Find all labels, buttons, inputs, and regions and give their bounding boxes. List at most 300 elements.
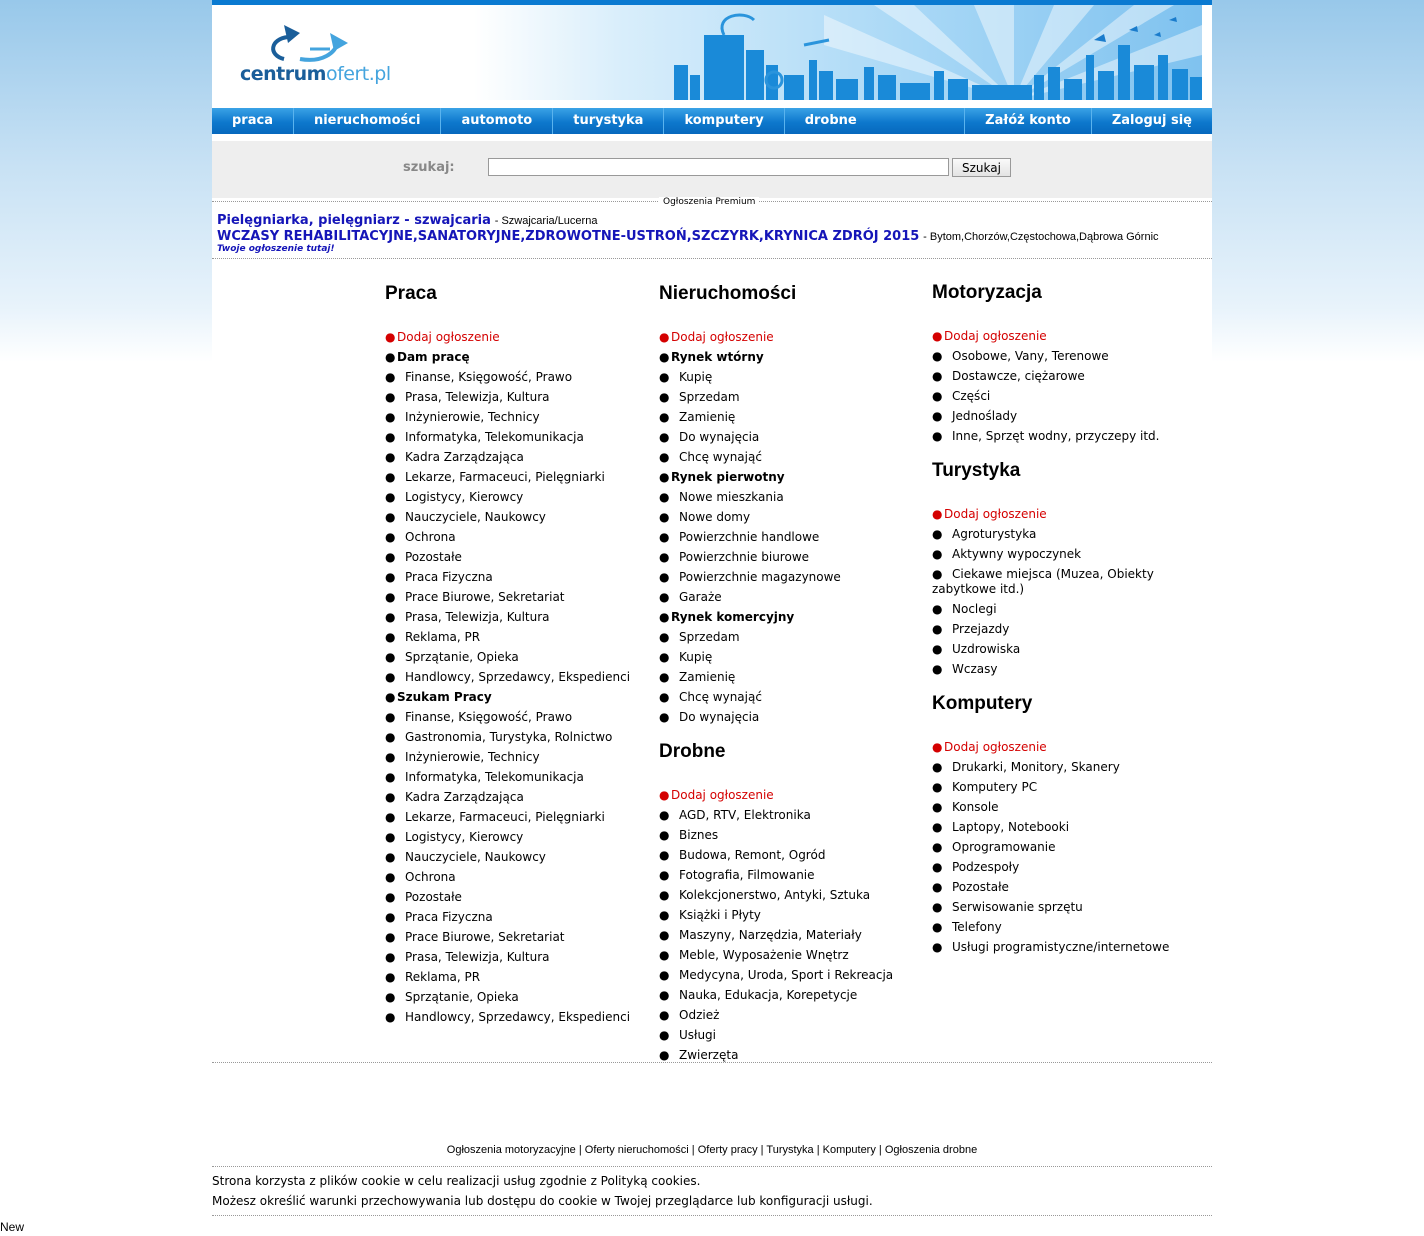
category-link-label[interactable]: Ochrona — [405, 870, 456, 884]
category-link-label[interactable]: Usługi programistyczne/internetowe — [952, 940, 1170, 954]
add-listing-link[interactable] — [932, 504, 1192, 524]
category-link-label[interactable]: Sprzedam — [679, 630, 740, 644]
footer-link[interactable]: Oferty nieruchomości — [584, 1144, 689, 1156]
category-link[interactable] — [932, 366, 1192, 386]
category-link-label[interactable]: Garaże — [679, 590, 722, 604]
bullet-icon: ● — [932, 527, 943, 541]
category-link-label[interactable]: Komputery PC — [952, 780, 1038, 794]
search-input[interactable] — [488, 158, 949, 176]
category-list-turystyka — [932, 504, 1192, 679]
category-link[interactable] — [932, 857, 1192, 877]
category-link[interactable] — [659, 825, 919, 845]
category-link[interactable] — [932, 917, 1192, 937]
category-link-label[interactable]: Przejazdy — [952, 622, 1010, 636]
category-link-label[interactable]: Uzdrowiska — [952, 642, 1021, 656]
category-link-label[interactable]: Dostawcze, ciężarowe — [952, 369, 1085, 383]
bullet-icon: ● — [659, 670, 670, 684]
category-link-label[interactable]: Prace Biurowe, Sekretariat — [405, 590, 565, 604]
category-link-label[interactable]: Budowa, Remont, Ogród — [679, 848, 826, 862]
category-list-drobne — [659, 785, 919, 1065]
category-link[interactable] — [385, 507, 645, 527]
category-link-label[interactable]: Maszyny, Narzędzia, Materiały — [679, 928, 862, 942]
bullet-icon: ● — [385, 870, 396, 884]
category-link-label[interactable]: Prasa, Telewizja, Kultura — [405, 610, 550, 624]
category-link-label[interactable]: Chcę wynająć — [679, 690, 762, 704]
bullet-icon: ● — [385, 330, 396, 344]
category-link-label[interactable]: Zamienię — [679, 410, 736, 424]
category-link[interactable] — [932, 797, 1192, 817]
category-link[interactable] — [932, 406, 1192, 426]
bullet-icon: ● — [385, 890, 396, 904]
bullet-icon: ● — [932, 900, 943, 914]
category-link-label[interactable]: Kolekcjonerstwo, Antyki, Sztuka — [679, 888, 871, 902]
bullet-icon: ● — [659, 650, 670, 664]
category-list-nieruchomosci — [659, 327, 919, 727]
category-link[interactable] — [659, 387, 919, 407]
category-link-label[interactable]: Finanse, Księgowość, Prawo — [405, 370, 573, 384]
add-listing-link[interactable] — [385, 327, 645, 347]
category-link-label[interactable]: Serwisowanie sprzętu — [952, 900, 1083, 914]
category-link-label[interactable]: Aktywny wypoczynek — [952, 547, 1082, 561]
bullet-icon: ● — [385, 1010, 396, 1024]
bullet-icon: ● — [659, 710, 670, 724]
section-title-komputery[interactable]: Komputery — [932, 693, 1033, 714]
category-group-label[interactable]: Rynek komercyjny — [671, 610, 795, 624]
category-link[interactable] — [385, 447, 645, 467]
bullet-icon: ● — [659, 808, 670, 822]
category-link-label[interactable]: Zwierzęta — [679, 1048, 739, 1062]
category-link[interactable] — [932, 937, 1192, 957]
category-link-label[interactable]: Prasa, Telewizja, Kultura — [405, 390, 550, 404]
category-link[interactable] — [659, 507, 919, 527]
category-link[interactable] — [385, 567, 645, 587]
category-link[interactable] — [932, 544, 1192, 564]
category-link[interactable] — [385, 467, 645, 487]
category-link-label[interactable]: Praca Fizyczna — [405, 910, 493, 924]
category-link-label[interactable]: Odzież — [679, 1008, 720, 1022]
category-link[interactable] — [659, 627, 919, 647]
category-link-label[interactable]: Prasa, Telewizja, Kultura — [405, 950, 550, 964]
category-link-label[interactable]: Inżynierowie, Technicy — [405, 410, 540, 424]
category-link[interactable] — [385, 647, 645, 667]
add-listing-link[interactable] — [659, 785, 919, 805]
bullet-icon: ● — [932, 389, 943, 403]
category-list-praca — [385, 327, 645, 1027]
category-link[interactable] — [659, 945, 919, 965]
category-link-label[interactable]: Prace Biurowe, Sekretariat — [405, 930, 565, 944]
bullet-icon: ● — [385, 690, 396, 704]
category-link[interactable] — [659, 407, 919, 427]
category-link[interactable] — [659, 567, 919, 587]
category-link[interactable] — [659, 985, 919, 1005]
category-link[interactable] — [385, 867, 645, 887]
category-link-label[interactable]: Do wynajęcia — [679, 430, 760, 444]
category-link-label[interactable]: Pozostałe — [405, 550, 462, 564]
category-link-label[interactable]: Pozostałe — [952, 880, 1009, 894]
footer-links — [212, 1144, 1212, 1156]
category-link[interactable] — [932, 619, 1192, 639]
category-group-label[interactable]: Dam pracę — [397, 350, 470, 364]
status-text: New — [0, 1220, 25, 1234]
category-link-label[interactable]: Usługi — [679, 1028, 717, 1042]
category-link-label[interactable]: Jednoślady — [952, 409, 1018, 423]
category-link-label[interactable]: Handlowcy, Sprzedawcy, Ekspedienci — [405, 670, 631, 684]
category-link[interactable] — [659, 925, 919, 945]
category-link-label[interactable]: Kadra Zarządzająca — [405, 790, 524, 804]
category-link[interactable] — [385, 987, 645, 1007]
category-link[interactable] — [659, 865, 919, 885]
bullet-icon: ● — [932, 860, 943, 874]
category-link-label[interactable]: Ochrona — [405, 530, 456, 544]
bullet-icon: ● — [932, 740, 943, 754]
footer-separator: | — [813, 1144, 823, 1156]
category-link[interactable] — [932, 877, 1192, 897]
category-link-label[interactable]: Gastronomia, Turystyka, Rolnictwo — [405, 730, 613, 744]
add-listing-link[interactable] — [932, 326, 1192, 346]
category-link-label[interactable]: Logistycy, Kierowcy — [405, 830, 524, 844]
category-link[interactable] — [659, 487, 919, 507]
category-link-label[interactable]: Inżynierowie, Technicy — [405, 750, 540, 764]
category-link[interactable] — [659, 587, 919, 607]
nav-komputery[interactable]: komputery — [664, 108, 784, 134]
category-link[interactable] — [385, 767, 645, 787]
category-link[interactable] — [385, 827, 645, 847]
bullet-icon: ● — [659, 450, 670, 464]
category-link[interactable] — [932, 346, 1192, 366]
bullet-icon: ● — [932, 820, 943, 834]
category-link-label[interactable]: Praca Fizyczna — [405, 570, 493, 584]
premium-ads — [212, 197, 1212, 259]
category-link-label[interactable]: Nauka, Edukacja, Korepetycje — [679, 988, 858, 1002]
category-link[interactable] — [659, 547, 919, 567]
category-link[interactable] — [659, 965, 919, 985]
category-list-komputery — [932, 737, 1192, 957]
section-title-nieruchomosci[interactable]: Nieruchomości — [659, 283, 797, 304]
section-title-turystyka[interactable]: Turystyka — [932, 460, 1021, 481]
category-link[interactable] — [385, 387, 645, 407]
category-link-label[interactable]: Reklama, PR — [405, 630, 481, 644]
category-link-label[interactable]: Finanse, Księgowość, Prawo — [405, 710, 573, 724]
category-link[interactable] — [385, 727, 645, 747]
category-group[interactable] — [385, 347, 645, 367]
category-link[interactable] — [385, 887, 645, 907]
category-link-label[interactable]: Powierzchnie handlowe — [679, 530, 820, 544]
category-group[interactable] — [659, 607, 919, 627]
category-link-label[interactable]: Agroturystyka — [952, 527, 1037, 541]
category-link-label[interactable]: Konsole — [952, 800, 999, 814]
category-link-label[interactable]: Zamienię — [679, 670, 736, 684]
premium-ad: Pielęgniarka, pielęgniarz - szwajcaria - Szwajcaria/Lucerna — [217, 213, 598, 228]
footer-link[interactable]: Komputery — [822, 1144, 876, 1156]
category-link-label[interactable]: Osobowe, Vany, Terenowe — [952, 349, 1109, 363]
add-listing-link-label[interactable]: Dodaj ogłoszenie — [944, 329, 1047, 343]
category-link-label[interactable]: Nauczyciele, Naukowcy — [405, 850, 546, 864]
section-title-motoryzacja[interactable]: Motoryzacja — [932, 282, 1042, 303]
nav-nieruchomosci[interactable]: nieruchomości — [294, 108, 441, 134]
footer-separator: | — [757, 1144, 767, 1156]
bullet-icon: ● — [385, 970, 396, 984]
section-title-drobne[interactable]: Drobne — [659, 741, 726, 762]
category-link[interactable] — [659, 1005, 919, 1025]
category-group-label[interactable]: Szukam Pracy — [397, 690, 492, 704]
category-link[interactable] — [659, 845, 919, 865]
category-link[interactable] — [932, 897, 1192, 917]
add-listing-link-label[interactable]: Dodaj ogłoszenie — [397, 330, 500, 344]
bullet-icon: ● — [385, 410, 396, 424]
category-link[interactable] — [385, 967, 645, 987]
skyline-graphic — [474, 5, 1202, 100]
category-link-label[interactable]: Meble, Wyposażenie Wnętrz — [679, 948, 849, 962]
category-link[interactable] — [659, 1025, 919, 1045]
bullet-icon: ● — [385, 710, 396, 724]
category-list-motoryzacja — [932, 326, 1192, 446]
category-link[interactable] — [385, 427, 645, 447]
category-link[interactable] — [932, 599, 1192, 619]
category-link-label[interactable]: Laptopy, Notebooki — [952, 820, 1070, 834]
category-link-label[interactable]: AGD, RTV, Elektronika — [679, 808, 811, 822]
category-link-label[interactable]: Pozostałe — [405, 890, 462, 904]
bullet-icon: ● — [659, 470, 670, 484]
bullet-icon: ● — [932, 507, 943, 521]
bullet-icon: ● — [932, 429, 943, 443]
category-link[interactable] — [932, 757, 1192, 777]
category-link-label[interactable]: Informatyka, Telekomunikacja — [405, 770, 584, 784]
category-link[interactable] — [659, 667, 919, 687]
category-link-label[interactable]: Wczasy — [952, 662, 998, 676]
category-link[interactable] — [385, 847, 645, 867]
bullet-icon: ● — [659, 868, 670, 882]
category-link[interactable] — [385, 807, 645, 827]
bullet-icon: ● — [385, 790, 396, 804]
bullet-icon: ● — [385, 750, 396, 764]
bullet-icon: ● — [385, 850, 396, 864]
bullet-icon: ● — [385, 990, 396, 1004]
add-listing-link-label[interactable]: Dodaj ogłoszenie — [671, 330, 774, 344]
site-logo[interactable] — [240, 63, 391, 85]
nav-turystyka[interactable]: turystyka — [553, 108, 664, 134]
category-link-label[interactable]: Oprogramowanie — [952, 840, 1056, 854]
bullet-icon: ● — [385, 470, 396, 484]
category-link[interactable] — [932, 524, 1192, 544]
nav-praca[interactable]: praca — [212, 108, 294, 134]
bullet-icon: ● — [385, 530, 396, 544]
bullet-icon: ● — [932, 760, 943, 774]
category-group-label[interactable]: Rynek pierwotny — [671, 470, 785, 484]
premium-ad-location: Szwajcaria/Lucerna — [501, 215, 598, 227]
bullet-icon: ● — [659, 490, 670, 504]
category-group[interactable] — [659, 347, 919, 367]
category-link[interactable] — [932, 386, 1192, 406]
bullet-icon: ● — [385, 430, 396, 444]
bullet-icon: ● — [659, 630, 670, 644]
category-link[interactable] — [659, 427, 919, 447]
category-link[interactable] — [659, 905, 919, 925]
bullet-icon: ● — [932, 547, 943, 561]
category-link[interactable] — [385, 787, 645, 807]
bullet-icon: ● — [385, 450, 396, 464]
bullet-icon: ● — [659, 1008, 670, 1022]
category-link[interactable] — [385, 707, 645, 727]
bullet-icon: ● — [659, 928, 670, 942]
bullet-icon: ● — [932, 800, 943, 814]
category-link-label[interactable]: Części — [952, 389, 991, 403]
bullet-icon: ● — [385, 610, 396, 624]
category-link[interactable] — [385, 1007, 645, 1027]
category-link-label[interactable]: Podzespoły — [952, 860, 1020, 874]
bullet-icon: ● — [659, 828, 670, 842]
category-link-label[interactable]: Biznes — [679, 828, 719, 842]
category-link-label[interactable]: Handlowcy, Sprzedawcy, Ekspedienci — [405, 1010, 631, 1024]
bullet-icon: ● — [932, 662, 943, 676]
search-bar — [212, 141, 1212, 198]
add-listing-link[interactable] — [659, 327, 919, 347]
content-divider — [212, 1062, 1212, 1063]
page-container — [212, 0, 1212, 1236]
category-group-label[interactable]: Rynek wtórny — [671, 350, 764, 364]
category-link-label[interactable]: Do wynajęcia — [679, 710, 760, 724]
bullet-icon: ● — [659, 988, 670, 1002]
category-link-label[interactable]: Drukarki, Monitory, Skanery — [952, 760, 1120, 774]
own-ad-link[interactable]: Twoje ogłoszenie tutaj! — [217, 244, 335, 254]
footer-separator: | — [688, 1144, 698, 1156]
category-link[interactable] — [659, 447, 919, 467]
category-group[interactable] — [659, 467, 919, 487]
category-link-label[interactable]: Kupię — [679, 370, 713, 384]
category-link[interactable] — [385, 527, 645, 547]
category-link-label[interactable]: Reklama, PR — [405, 970, 481, 984]
add-listing-link-label[interactable]: Dodaj ogłoszenie — [671, 788, 774, 802]
category-link[interactable] — [659, 527, 919, 547]
search-button[interactable]: Szukaj — [952, 158, 1011, 177]
city-skyline-banner — [474, 5, 1202, 100]
bullet-icon: ● — [932, 780, 943, 794]
bullet-icon: ● — [932, 920, 943, 934]
category-link-label[interactable]: Sprzątanie, Opieka — [405, 990, 519, 1004]
nav-drobne[interactable]: drobne — [804, 113, 857, 128]
category-link-label[interactable]: Sprzątanie, Opieka — [405, 650, 519, 664]
category-link-label[interactable]: Medycyna, Uroda, Sport i Rekreacja — [679, 968, 894, 982]
nav-automoto[interactable]: automoto — [441, 108, 553, 134]
bullet-icon: ● — [932, 642, 943, 656]
category-link[interactable] — [385, 587, 645, 607]
bullet-icon: ● — [659, 848, 670, 862]
category-link[interactable] — [385, 407, 645, 427]
category-link[interactable] — [385, 747, 645, 767]
category-link-label[interactable]: Nowe mieszkania — [679, 490, 784, 504]
category-link[interactable] — [385, 607, 645, 627]
category-link-label[interactable]: Sprzedam — [679, 390, 740, 404]
bullet-icon: ● — [659, 410, 670, 424]
bullet-icon: ● — [385, 510, 396, 524]
category-link[interactable] — [385, 927, 645, 947]
bullet-icon: ● — [659, 590, 670, 604]
premium-ad-title[interactable]: WCZASY REHABILITACYJNE,SANATORYJNE,ZDROWOTNE-USTROŃ,SZCZYRK,KRYNICA ZDRÓJ 2015 — [217, 229, 920, 244]
bullet-icon: ● — [659, 430, 670, 444]
category-link[interactable] — [385, 947, 645, 967]
category-link-label[interactable]: Noclegi — [952, 602, 997, 616]
bottom-divider — [212, 1215, 1212, 1216]
footer-link[interactable]: Ogłoszenia drobne — [884, 1144, 978, 1156]
category-link[interactable] — [385, 547, 645, 567]
cookie-line-1: Strona korzysta z plików cookie w celu realizacji usług zgodnie z Polityką cookies. — [212, 1174, 701, 1188]
category-link-label[interactable]: Inne, Sprzęt wodny, przyczepy itd. — [952, 429, 1160, 443]
category-link[interactable] — [385, 627, 645, 647]
category-link[interactable] — [659, 367, 919, 387]
category-link[interactable] — [932, 564, 1162, 599]
category-link[interactable] — [932, 817, 1192, 837]
bullet-icon: ● — [659, 510, 670, 524]
category-link[interactable] — [932, 659, 1192, 679]
category-link[interactable] — [659, 805, 919, 825]
category-link-label[interactable]: Ciekawe miejsca (Muzea, Obiekty zabytkowe itd.) — [932, 567, 1154, 596]
category-group[interactable] — [385, 687, 645, 707]
category-link-label[interactable]: Nowe domy — [679, 510, 751, 524]
category-link-label[interactable]: Lekarze, Farmaceuci, Pielęgniarki — [405, 470, 605, 484]
bullet-icon: ● — [385, 930, 396, 944]
category-link[interactable] — [932, 837, 1192, 857]
add-listing-link-label[interactable]: Dodaj ogłoszenie — [944, 507, 1047, 521]
category-link[interactable] — [932, 639, 1192, 659]
bullet-icon: ● — [659, 570, 670, 584]
category-link[interactable] — [385, 907, 645, 927]
premium-ad-title[interactable]: Pielęgniarka, pielęgniarz - szwajcaria — [217, 213, 491, 228]
category-link-label[interactable]: Telefony — [952, 920, 1002, 934]
category-link-label[interactable]: Książki i Płyty — [679, 908, 761, 922]
category-link-label[interactable]: Nauczyciele, Naukowcy — [405, 510, 546, 524]
category-link-label[interactable]: Powierzchnie biurowe — [679, 550, 810, 564]
category-link[interactable] — [385, 487, 645, 507]
category-link[interactable] — [385, 667, 645, 687]
add-listing-link-label[interactable]: Dodaj ogłoszenie — [944, 740, 1047, 754]
footer-link[interactable]: Turystyka — [766, 1144, 814, 1156]
category-link[interactable] — [932, 426, 1192, 446]
category-link-label[interactable]: Informatyka, Telekomunikacja — [405, 430, 584, 444]
create-account-link[interactable]: Załóż konto — [964, 108, 1091, 134]
category-link-label[interactable]: Powierzchnie magazynowe — [679, 570, 841, 584]
login-link[interactable]: Zaloguj się — [1091, 108, 1212, 134]
bullet-icon: ● — [659, 968, 670, 982]
category-link-label[interactable]: Fotografia, Filmowanie — [679, 868, 815, 882]
category-link-label[interactable]: Kadra Zarządzająca — [405, 450, 524, 464]
footer-separator: | — [875, 1144, 885, 1156]
bullet-icon: ● — [385, 950, 396, 964]
category-link[interactable] — [932, 777, 1192, 797]
footer-link[interactable]: Ogłoszenia motoryzacyjne — [446, 1144, 576, 1156]
section-title-praca[interactable]: Praca — [385, 283, 437, 304]
category-link-label[interactable]: Logistycy, Kierowcy — [405, 490, 524, 504]
category-link[interactable] — [659, 707, 919, 727]
category-link-label[interactable]: Kupię — [679, 650, 713, 664]
category-link-label[interactable]: Lekarze, Farmaceuci, Pielęgniarki — [405, 810, 605, 824]
bullet-icon: ● — [932, 940, 943, 954]
category-link[interactable] — [659, 647, 919, 667]
category-link[interactable] — [659, 885, 919, 905]
add-listing-link[interactable] — [932, 737, 1192, 757]
bullet-icon: ● — [659, 948, 670, 962]
footer-link[interactable]: Oferty pracy — [697, 1144, 758, 1156]
bullet-icon: ● — [385, 490, 396, 504]
bullet-icon: ● — [385, 370, 396, 384]
bullet-icon: ● — [659, 788, 670, 802]
category-link[interactable] — [659, 687, 919, 707]
cookie-notice — [212, 1171, 1212, 1211]
category-link[interactable] — [385, 367, 645, 387]
logo-text-dark: centrum — [240, 63, 326, 85]
bullet-icon: ● — [932, 840, 943, 854]
category-link-label[interactable]: Chcę wynająć — [679, 450, 762, 464]
bullet-icon: ● — [659, 370, 670, 384]
bullet-icon: ● — [385, 730, 396, 744]
